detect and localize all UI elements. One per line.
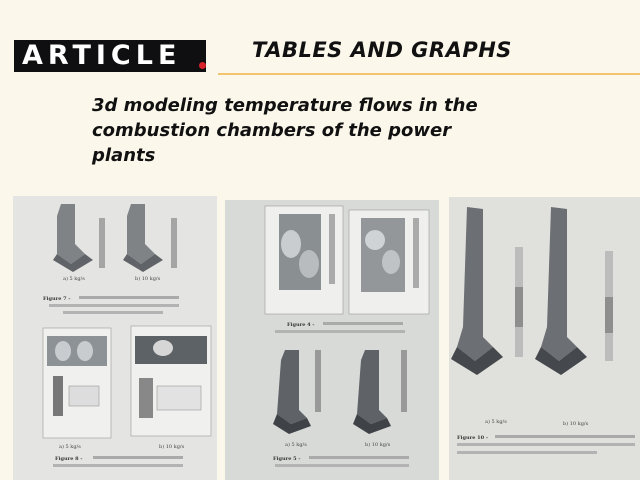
- photo-left: [13, 196, 217, 480]
- sublabel-b: b) 10 kg/s: [563, 421, 589, 427]
- sublabel-b: b) 10 kg/s: [135, 276, 161, 282]
- article-logo: ARTICLE: [14, 40, 206, 72]
- slide-subtitle: 3d modeling temperature flows in the combustion chambers of the power plants: [92, 95, 478, 166]
- sublabel-a: a) 5 kg/s: [285, 442, 307, 448]
- sublabel-a-2: a) 5 kg/s: [59, 444, 81, 450]
- figure-caption: Figure 7 -: [43, 296, 71, 302]
- figure-caption-2: Figure 5 -: [273, 456, 301, 462]
- sublabel-b-2: b) 10 kg/s: [159, 444, 185, 450]
- figure-caption: Figure 10 -: [457, 435, 488, 441]
- photo-right-figure: [449, 197, 640, 480]
- sublabel-b: b) 10 kg/s: [365, 442, 391, 448]
- sublabel-a: a) 5 kg/s: [63, 276, 85, 282]
- photo-middle: [225, 200, 439, 480]
- figure-caption: Figure 4 -: [287, 322, 315, 328]
- figure-caption-2: Figure 8 -: [55, 456, 83, 462]
- page-title: TABLES AND GRAPHS: [252, 38, 512, 62]
- header-divider: [218, 73, 640, 75]
- sublabel-a: a) 5 kg/s: [485, 419, 507, 425]
- photo-left-figure: [13, 196, 217, 480]
- logo-dot: [199, 62, 206, 69]
- photo-middle-figure: [225, 200, 439, 480]
- photo-right: [449, 197, 640, 480]
